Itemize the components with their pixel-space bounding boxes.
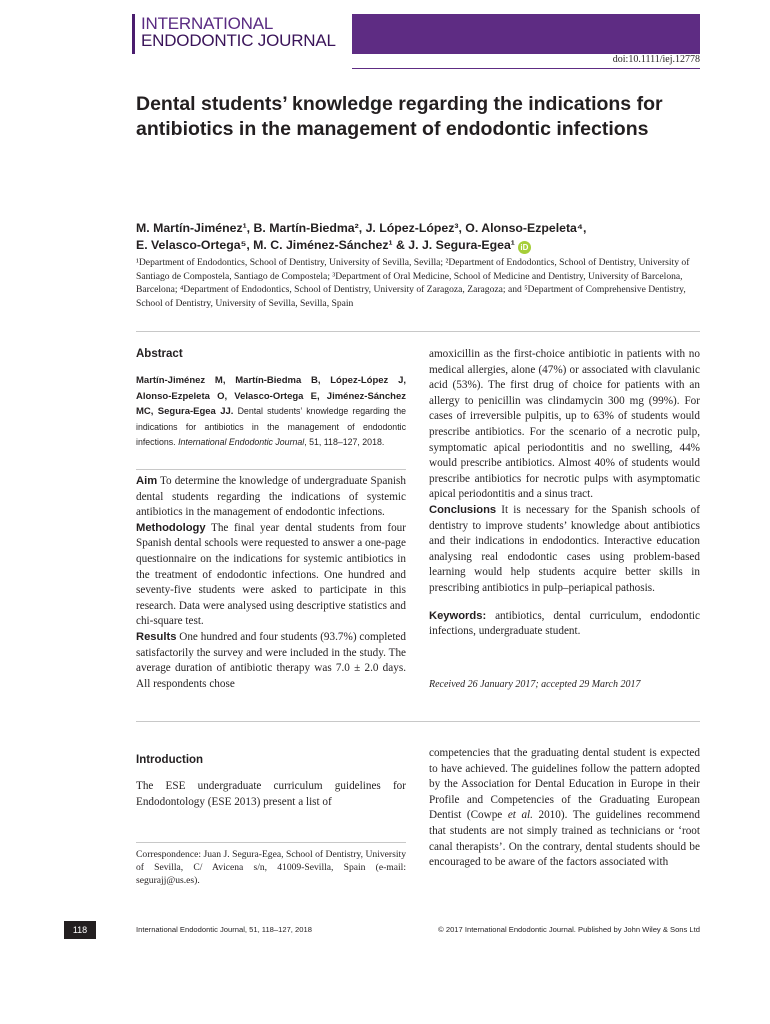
footer-journal-citation: International Endodontic Journal, 51, 118–127, 2018	[136, 925, 312, 934]
intro-text-a: competencies that the graduating dental student is expected to have achieved. The guidelines follow the pattern adopted by the Association for Dental Education in Europe in their Profile and Competencies of the Graduating European Dentist (Cowpe	[429, 747, 700, 822]
article-title: Dental students’ knowledge regarding the indications for antibiotics in the management of endodontic infections	[136, 93, 663, 140]
page-number: 118	[64, 921, 96, 939]
results-continued: amoxicillin as the first-choice antibiotic in patients with no medical allergies, alone (47%) or associated with clavulanic acid (53%). The first drug of choice for patients with an allergy to penicillin was clindamycin 300 mg (99%). For cases of irreversible pulpitis, up to 63% of students would prescribe antibiotics. For the scenario of a necrotic pulp, symptomatic apical periodontitis and no swelling, 44% would prescribe antibiotics. Almost 40% of students would prescribe antibiotics for necrotic pulps with asymptomatic apical periodontitis and a sinus tract.	[429, 348, 700, 501]
journal-name-line2: ENDODONTIC JOURNAL	[141, 31, 336, 50]
citation-rule	[136, 469, 406, 470]
aim-text: To determine the knowledge of undergraduate Spanish dental students regarding the indications of systemic antibiotics in the management of endodontic infections.	[136, 475, 406, 519]
orcid-icon[interactable]: iD	[518, 241, 531, 254]
abstract-top-rule	[136, 331, 700, 332]
conclusions-text: It is necessary for the Spanish schools of dentistry to improve students’ knowledge about antibiotics and their indications in endodontics. Interactive education analysing real endodontic cases using problem-based learning would help students acquire better skills in prescribing antibiotics in pulp–periapical pathosis.	[429, 503, 700, 594]
correspondence-note: Correspondence: Juan J. Segura-Egea, School of Dentistry, University of Sevilla, C/ Avicena s/n, 41009-Sevilla, Spain (e-mail: segurajj@us.es).	[136, 849, 406, 887]
journal-logo	[141, 15, 336, 49]
intro-et-al: et al.	[507, 809, 533, 822]
citation-volume: , 51, 118–127, 2018.	[304, 437, 385, 448]
introduction-right-column	[429, 746, 700, 871]
received-dates: Received 26 January 2017; accepted 29 March 2017	[429, 679, 641, 690]
intro-text-b: 2010). The guidelines recommend that students are not simply trained as technicians or ‘root canal therapists’. On the contrary, dental students should be encouraged to be aware of the factors associated with	[429, 809, 700, 869]
introduction-heading: Introduction	[136, 754, 204, 766]
methodology-text: The final year dental students from four Spanish dental schools were requested to answer a one-page questionnaire on the indications for systemic antibiotics in the treatment of endodontic infections. One hundred and seventy-five students were asked to participate in this research. Data were analysed using descriptive statistics and chi-square test.	[136, 521, 406, 628]
journal-name-line1: INTERNATIONAL	[141, 14, 274, 33]
keywords-label: Keywords:	[429, 609, 487, 622]
introduction-left-column: The ESE undergraduate curriculum guidelines for Endodontology (ESE 2013) present a list of	[136, 780, 406, 808]
citation-authors: Martín-Jiménez M, Martín-Biedma B, López-López J, Alonso-Ezpeleta O, Velasco-Ortega E, Jiménez-Sánchez MC, Segura-Egea JJ.	[136, 375, 406, 418]
methodology-label: Methodology	[136, 521, 206, 534]
abstract-heading: Abstract	[136, 348, 183, 360]
author-list	[136, 220, 706, 254]
author-line-1: M. Martín-Jiménez¹, B. Martín-Biedma², J. López-López³, O. Alonso-Ezpeleta⁴,	[136, 221, 587, 235]
suggested-citation	[136, 373, 406, 451]
results-label: Results	[136, 630, 177, 643]
correspondence-rule	[136, 842, 406, 843]
abstract-right-column	[429, 347, 700, 640]
abstract-conclusions	[429, 503, 700, 597]
abstract-left-column	[136, 474, 406, 692]
abstract-aim	[136, 474, 406, 521]
citation-title: Dental students’ knowledge regarding the indications for antibiotics in the management of endodontic infections.	[136, 406, 406, 448]
affiliations: ¹Department of Endodontics, School of Dentistry, University of Sevilla, Sevilla; ²Department of Endodontics, School of Dentistry, University of Santiago de Compostela, Santiago de Compostela; ³Department of Oral Medicine, School of Medicine and Dentistry, University of Barcelona, Barcelona; ⁴Department of Endodontics, School of Dentistry, University of Zaragoza, Zaragoza; and ⁵Department of Comprehensive Dentistry, School of Dentistry, University of Sevilla, Sevilla, Spain	[136, 257, 690, 309]
doi-link[interactable]: doi:10.1111/iej.12778	[612, 54, 700, 65]
aim-label: Aim	[136, 475, 158, 487]
abstract-results	[136, 630, 406, 692]
footer-copyright: © 2017 International Endodontic Journal. Published by John Wiley & Sons Ltd	[438, 925, 700, 934]
abstract-bottom-rule	[136, 721, 700, 722]
masthead-color-band	[352, 14, 700, 54]
citation-journal: International Endodontic Journal	[178, 437, 305, 448]
keywords	[429, 609, 700, 640]
conclusions-label: Conclusions	[429, 503, 497, 516]
journal-masthead	[132, 14, 700, 54]
author-line-2-text: E. Velasco-Ortega⁵, M. C. Jiménez-Sánchez¹ & J. J. Segura-Egea¹	[136, 238, 515, 252]
author-line-2	[136, 237, 706, 254]
results-text-left: One hundred and four students (93.7%) completed satisfactorily the survey and were included in the study. The average duration of antibiotic therapy was 7.0 ± 2.0 days. All respondents chose	[136, 630, 406, 690]
doi-rule	[352, 68, 700, 69]
keywords-text: antibiotics, dental curriculum, endodontic infections, undergraduate student.	[429, 609, 700, 638]
abstract-methodology	[136, 521, 406, 630]
masthead-rule	[132, 14, 135, 54]
